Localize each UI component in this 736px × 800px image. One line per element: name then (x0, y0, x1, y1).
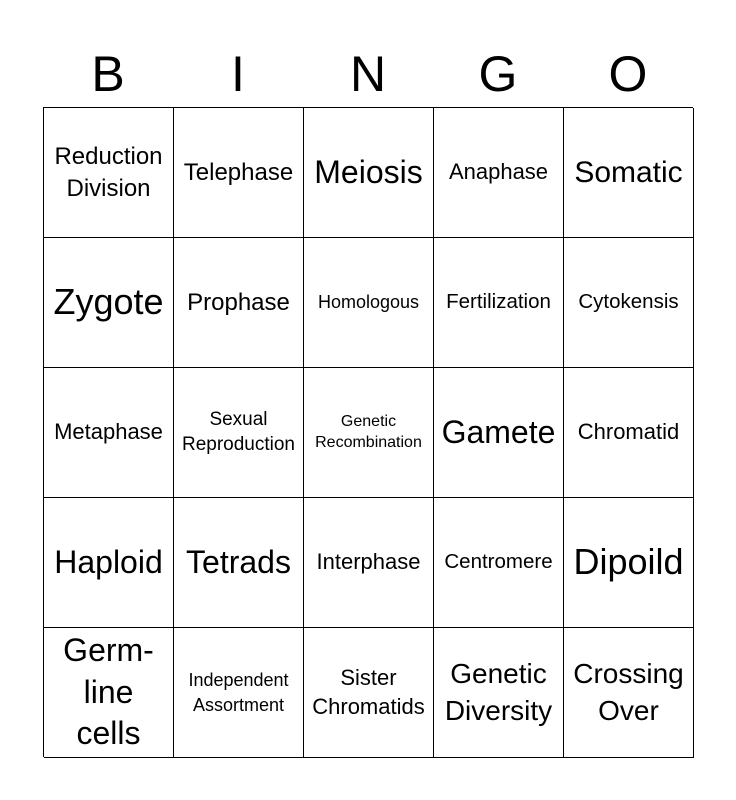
bingo-cell[interactable] (304, 108, 434, 238)
cell-label: Germ-line cells (63, 632, 154, 752)
cell-label: Haploid (54, 543, 163, 580)
cell-label: Cytokensis (578, 290, 679, 314)
bingo-cell[interactable] (44, 628, 174, 758)
cell-label: Interphase (316, 549, 421, 575)
cell-label: Prophase (187, 288, 290, 316)
cell-label: Meiosis (314, 153, 423, 190)
cell-label: Centromere (444, 550, 553, 574)
bingo-cell[interactable] (564, 238, 694, 368)
bingo-cell[interactable] (44, 368, 174, 498)
cell-label: Dipoild (573, 541, 684, 583)
cell-label: Gamete (441, 413, 556, 450)
header-letter-b: B (91, 46, 125, 102)
bingo-cell[interactable] (174, 108, 304, 238)
cell-label: Zygote (53, 281, 164, 323)
bingo-cell[interactable] (304, 368, 434, 498)
cell-label: Chromatid (577, 419, 680, 445)
bingo-cell[interactable] (44, 498, 174, 628)
bingo-cell[interactable] (564, 368, 694, 498)
bingo-cell[interactable] (174, 498, 304, 628)
cell-label: Telephase (183, 158, 294, 186)
cell-label: Genetic Recombination (315, 412, 422, 451)
cell-label: Reduction Division (54, 143, 163, 202)
bingo-cell[interactable] (564, 108, 694, 238)
cell-label: Somatic (574, 156, 683, 189)
cell-label: Independent Assortment (188, 670, 289, 715)
cell-label: Genetic Diversity (444, 657, 553, 726)
bingo-cell[interactable] (304, 238, 434, 368)
bingo-cell[interactable] (304, 498, 434, 628)
bingo-cell[interactable] (434, 238, 564, 368)
bingo-cell[interactable] (174, 238, 304, 368)
bingo-cell[interactable] (434, 498, 564, 628)
cell-label: Crossing Over (573, 657, 684, 726)
bingo-board (43, 107, 693, 757)
cell-label: Fertilization (446, 290, 551, 314)
bingo-cell[interactable] (174, 368, 304, 498)
bingo-cell[interactable] (174, 628, 304, 758)
bingo-cell[interactable] (44, 108, 174, 238)
header-letter-g: G (478, 46, 518, 102)
header-letter-o: O (608, 46, 648, 102)
cell-label: Sexual Reproduction (181, 408, 296, 455)
header-letter-i: I (231, 46, 245, 102)
cell-label: Anaphase (448, 159, 549, 185)
header-letter-n: N (349, 46, 387, 102)
cell-label: Tetrads (186, 543, 291, 580)
bingo-cell[interactable] (564, 628, 694, 758)
bingo-cell[interactable] (434, 368, 564, 498)
bingo-cell[interactable] (44, 238, 174, 368)
bingo-cell[interactable] (564, 498, 694, 628)
bingo-cell[interactable] (304, 628, 434, 758)
cell-label: Sister Chromatids (312, 664, 425, 719)
bingo-cell[interactable] (434, 108, 564, 238)
bingo-cell[interactable] (434, 628, 564, 758)
cell-label: Metaphase (54, 419, 163, 445)
cell-label: Homologous (317, 292, 420, 313)
bingo-header (43, 40, 693, 108)
